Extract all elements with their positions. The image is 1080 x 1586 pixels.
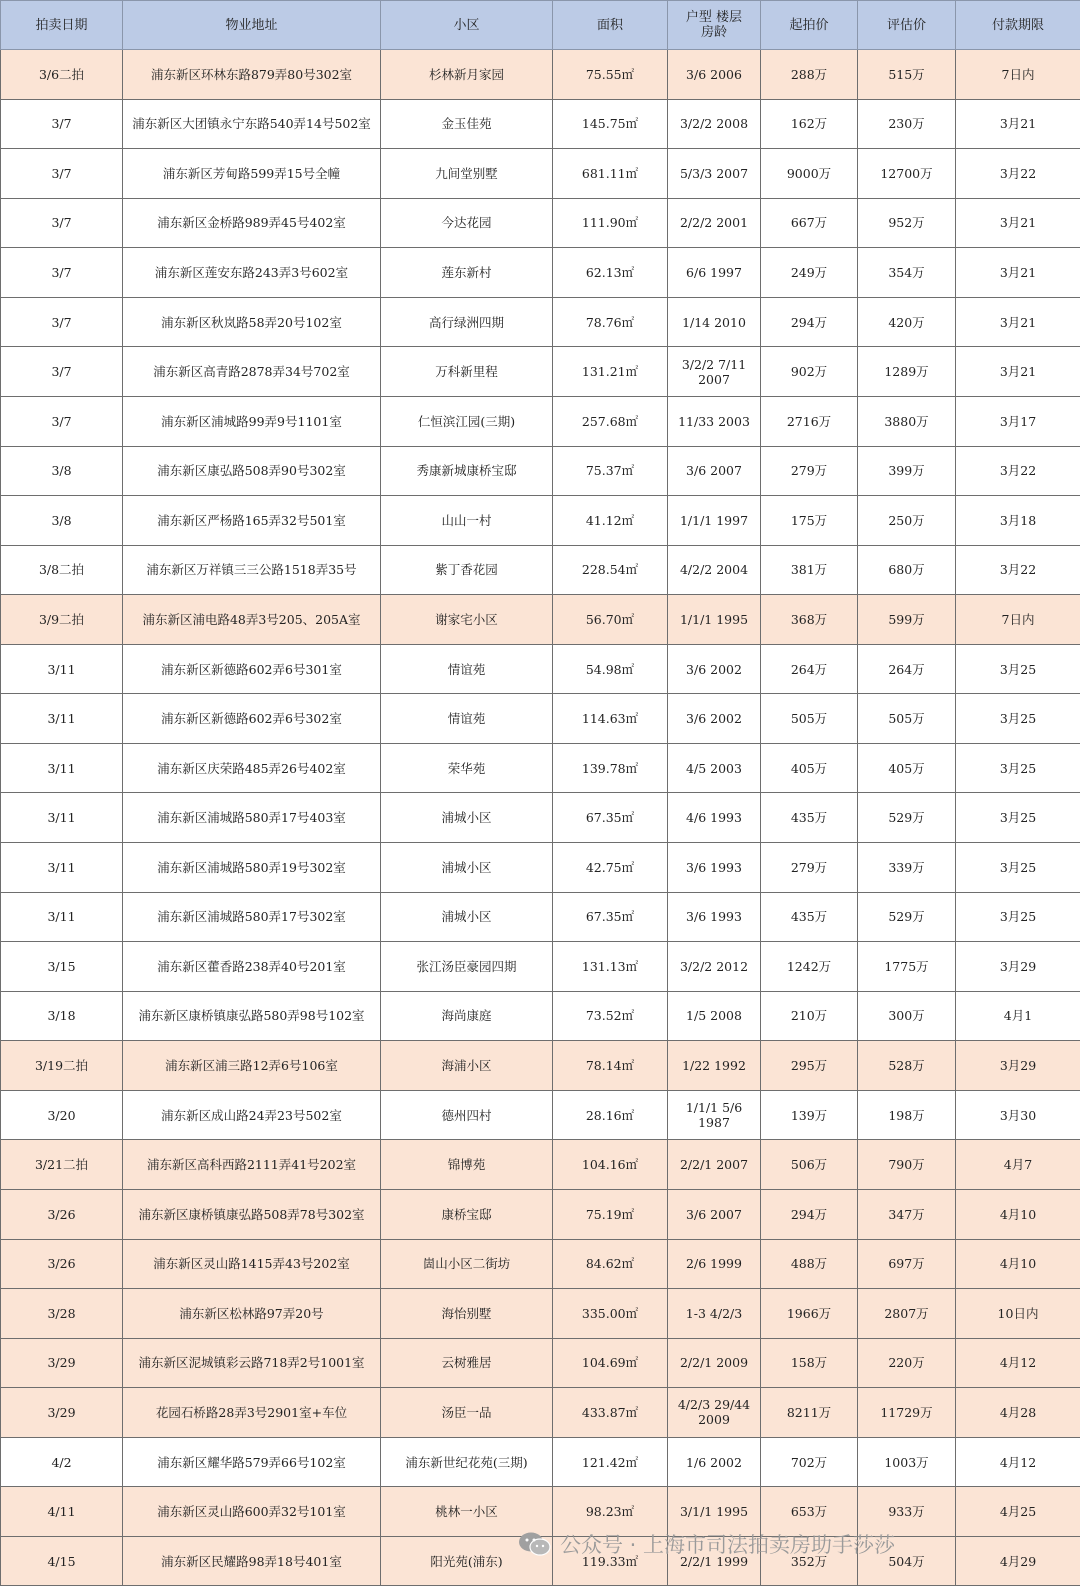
cell-start-price: 1966万 [761, 1289, 858, 1339]
cell-address: 浦东新区泥城镇彩云路718弄2号1001室 [123, 1338, 381, 1388]
cell-date: 3/11 [1, 694, 123, 744]
cell-estate: 海怡别墅 [381, 1289, 553, 1339]
cell-date: 3/8 [1, 496, 123, 546]
cell-appraised-price: 420万 [858, 297, 956, 347]
cell-estate: 今达花园 [381, 198, 553, 248]
cell-payment-deadline: 4月12 [956, 1338, 1080, 1388]
table-row [1, 843, 1080, 893]
cell-estate: 锦博苑 [381, 1140, 553, 1190]
table-row [1, 149, 1080, 199]
cell-payment-deadline: 3月25 [956, 644, 1080, 694]
table-row [1, 545, 1080, 595]
cell-date: 3/8二拍 [1, 545, 123, 595]
cell-start-price: 294万 [761, 297, 858, 347]
cell-estate: 高行绿洲四期 [381, 297, 553, 347]
wechat-icon [518, 1531, 552, 1557]
cell-estate: 荣华苑 [381, 743, 553, 793]
cell-date: 3/8 [1, 446, 123, 496]
cell-appraised-price: 2807万 [858, 1289, 956, 1339]
cell-area: 433.87㎡ [553, 1388, 668, 1438]
cell-appraised-price: 505万 [858, 694, 956, 744]
cell-address: 浦东新区康桥镇康弘路580弄98号102室 [123, 991, 381, 1041]
table-header-row [1, 1, 1080, 50]
table-row [1, 1189, 1080, 1239]
cell-payment-deadline: 3月18 [956, 496, 1080, 546]
cell-type-floor-age: 1/1/1 5/6 1987 [668, 1090, 761, 1140]
table-row [1, 50, 1080, 100]
cell-estate: 汤臣一品 [381, 1388, 553, 1438]
cell-address: 浦东新区万祥镇三三公路1518弄35号 [123, 545, 381, 595]
table-row [1, 99, 1080, 149]
cell-appraised-price: 11729万 [858, 1388, 956, 1438]
cell-type-floor-age: 3/6 2007 [668, 446, 761, 496]
cell-appraised-price: 529万 [858, 892, 956, 942]
cell-estate: 紫丁香花园 [381, 545, 553, 595]
cell-payment-deadline: 4月29 [956, 1536, 1080, 1586]
cell-address: 浦东新区高青路2878弄34号702室 [123, 347, 381, 397]
cell-start-price: 405万 [761, 743, 858, 793]
cell-start-price: 902万 [761, 347, 858, 397]
cell-address: 浦东新区松林路97弄20号 [123, 1289, 381, 1339]
cell-start-price: 279万 [761, 843, 858, 893]
cell-estate: 康桥宝邸 [381, 1189, 553, 1239]
cell-address: 浦东新区浦城路580弄17号302室 [123, 892, 381, 942]
table-row [1, 1140, 1080, 1190]
table-row [1, 743, 1080, 793]
cell-address: 浦东新区庆荣路485弄26号402室 [123, 743, 381, 793]
cell-address: 浦东新区浦城路580弄17号403室 [123, 793, 381, 843]
header-type-floor-age: 户型 楼层 房龄 [668, 1, 761, 50]
cell-type-floor-age: 1/1/1 1997 [668, 496, 761, 546]
table-row [1, 1338, 1080, 1388]
table-row [1, 595, 1080, 645]
cell-start-price: 249万 [761, 248, 858, 298]
cell-date: 3/11 [1, 892, 123, 942]
cell-area: 56.70㎡ [553, 595, 668, 645]
cell-start-price: 162万 [761, 99, 858, 149]
cell-type-floor-age: 1/5 2008 [668, 991, 761, 1041]
cell-appraised-price: 515万 [858, 50, 956, 100]
cell-date: 4/2 [1, 1437, 123, 1487]
cell-start-price: 139万 [761, 1090, 858, 1140]
cell-date: 3/7 [1, 149, 123, 199]
cell-appraised-price: 12700万 [858, 149, 956, 199]
cell-address: 浦东新区浦电路48弄3号205、205A室 [123, 595, 381, 645]
cell-area: 75.19㎡ [553, 1189, 668, 1239]
cell-date: 3/20 [1, 1090, 123, 1140]
cell-appraised-price: 528万 [858, 1041, 956, 1091]
cell-date: 3/11 [1, 793, 123, 843]
cell-area: 41.12㎡ [553, 496, 668, 546]
cell-address: 浦东新区灵山路600弄32号101室 [123, 1487, 381, 1537]
cell-payment-deadline: 3月25 [956, 694, 1080, 744]
table-row [1, 1388, 1080, 1438]
cell-payment-deadline: 4月28 [956, 1388, 1080, 1438]
cell-start-price: 667万 [761, 198, 858, 248]
cell-start-price: 210万 [761, 991, 858, 1041]
table-row [1, 1041, 1080, 1091]
cell-payment-deadline: 7日内 [956, 595, 1080, 645]
cell-type-floor-age: 1/14 2010 [668, 297, 761, 347]
cell-date: 3/6二拍 [1, 50, 123, 100]
table-row [1, 496, 1080, 546]
cell-payment-deadline: 3月17 [956, 396, 1080, 446]
cell-start-price: 9000万 [761, 149, 858, 199]
cell-type-floor-age: 3/6 2002 [668, 644, 761, 694]
table-row [1, 942, 1080, 992]
cell-appraised-price: 1775万 [858, 942, 956, 992]
cell-start-price: 435万 [761, 793, 858, 843]
cell-type-floor-age: 3/2/2 2012 [668, 942, 761, 992]
cell-address: 浦东新区浦三路12弄6号106室 [123, 1041, 381, 1091]
cell-appraised-price: 3880万 [858, 396, 956, 446]
cell-start-price: 506万 [761, 1140, 858, 1190]
table-row [1, 694, 1080, 744]
cell-estate: 海尚康庭 [381, 991, 553, 1041]
cell-appraised-price: 250万 [858, 496, 956, 546]
table-row [1, 198, 1080, 248]
cell-payment-deadline: 3月29 [956, 1041, 1080, 1091]
cell-appraised-price: 680万 [858, 545, 956, 595]
cell-type-floor-age: 4/2/2 2004 [668, 545, 761, 595]
cell-type-floor-age: 11/33 2003 [668, 396, 761, 446]
cell-payment-deadline: 7日内 [956, 50, 1080, 100]
cell-estate: 浦城小区 [381, 793, 553, 843]
cell-type-floor-age: 3/6 1993 [668, 892, 761, 942]
cell-start-price: 1242万 [761, 942, 858, 992]
cell-address: 浦东新区环林东路879弄80号302室 [123, 50, 381, 100]
cell-date: 3/11 [1, 843, 123, 893]
cell-area: 67.35㎡ [553, 793, 668, 843]
cell-estate: 崮山小区二街坊 [381, 1239, 553, 1289]
cell-area: 104.16㎡ [553, 1140, 668, 1190]
cell-address: 浦东新区莲安东路243弄3号602室 [123, 248, 381, 298]
cell-appraised-price: 264万 [858, 644, 956, 694]
cell-estate: 谢家宅小区 [381, 595, 553, 645]
cell-start-price: 352万 [761, 1536, 858, 1586]
cell-payment-deadline: 3月21 [956, 198, 1080, 248]
cell-type-floor-age: 2/2/1 1999 [668, 1536, 761, 1586]
cell-date: 3/28 [1, 1289, 123, 1339]
cell-address: 浦东新区高科西路2111弄41号202室 [123, 1140, 381, 1190]
table-row [1, 297, 1080, 347]
cell-area: 54.98㎡ [553, 644, 668, 694]
cell-date: 3/29 [1, 1338, 123, 1388]
table-row [1, 991, 1080, 1041]
cell-appraised-price: 399万 [858, 446, 956, 496]
table-row [1, 1090, 1080, 1140]
cell-type-floor-age: 4/6 1993 [668, 793, 761, 843]
cell-area: 84.62㎡ [553, 1239, 668, 1289]
cell-address: 浦东新区浦城路99弄9号1101室 [123, 396, 381, 446]
cell-payment-deadline: 3月22 [956, 149, 1080, 199]
cell-area: 104.69㎡ [553, 1338, 668, 1388]
cell-area: 73.52㎡ [553, 991, 668, 1041]
cell-address: 浦东新区民耀路98弄18号401室 [123, 1536, 381, 1586]
cell-appraised-price: 300万 [858, 991, 956, 1041]
cell-address: 花园石桥路28弄3号2901室+车位 [123, 1388, 381, 1438]
cell-date: 3/9二拍 [1, 595, 123, 645]
cell-estate: 金玉佳苑 [381, 99, 553, 149]
cell-type-floor-age: 4/5 2003 [668, 743, 761, 793]
cell-appraised-price: 354万 [858, 248, 956, 298]
cell-area: 139.78㎡ [553, 743, 668, 793]
cell-address: 浦东新区严杨路165弄32号501室 [123, 496, 381, 546]
cell-type-floor-age: 2/2/1 2007 [668, 1140, 761, 1190]
cell-estate: 浦东新世纪花苑(三期) [381, 1437, 553, 1487]
cell-address: 浦东新区耀华路579弄66号102室 [123, 1437, 381, 1487]
cell-payment-deadline: 3月25 [956, 843, 1080, 893]
watermark [518, 1526, 895, 1562]
cell-type-floor-age: 5/3/3 2007 [668, 149, 761, 199]
cell-start-price: 381万 [761, 545, 858, 595]
cell-appraised-price: 529万 [858, 793, 956, 843]
header-appraised-price: 评估价 [858, 1, 956, 50]
cell-address: 浦东新区秋岚路58弄20号102室 [123, 297, 381, 347]
cell-start-price: 264万 [761, 644, 858, 694]
cell-area: 119.33㎡ [553, 1536, 668, 1586]
cell-estate: 海浦小区 [381, 1041, 553, 1091]
cell-start-price: 702万 [761, 1437, 858, 1487]
table-body [1, 50, 1080, 1586]
cell-date: 3/7 [1, 198, 123, 248]
cell-date: 3/11 [1, 743, 123, 793]
cell-start-price: 653万 [761, 1487, 858, 1537]
cell-payment-deadline: 3月29 [956, 942, 1080, 992]
cell-date: 3/11 [1, 644, 123, 694]
cell-appraised-price: 347万 [858, 1189, 956, 1239]
cell-address: 浦东新区芳甸路599弄15号全幢 [123, 149, 381, 199]
cell-address: 浦东新区浦城路580弄19号302室 [123, 843, 381, 893]
cell-type-floor-age: 2/2/1 2009 [668, 1338, 761, 1388]
cell-appraised-price: 198万 [858, 1090, 956, 1140]
cell-area: 131.13㎡ [553, 942, 668, 992]
cell-type-floor-age: 3/6 2002 [668, 694, 761, 744]
cell-area: 98.23㎡ [553, 1487, 668, 1537]
cell-appraised-price: 220万 [858, 1338, 956, 1388]
cell-start-price: 435万 [761, 892, 858, 942]
table-row [1, 1289, 1080, 1339]
cell-address: 浦东新区康弘路508弄90号302室 [123, 446, 381, 496]
cell-address: 浦东新区新德路602弄6号302室 [123, 694, 381, 744]
cell-payment-deadline: 4月25 [956, 1487, 1080, 1537]
cell-date: 3/7 [1, 347, 123, 397]
cell-area: 131.21㎡ [553, 347, 668, 397]
cell-start-price: 288万 [761, 50, 858, 100]
cell-start-price: 175万 [761, 496, 858, 546]
cell-date: 3/26 [1, 1239, 123, 1289]
cell-appraised-price: 933万 [858, 1487, 956, 1537]
cell-appraised-price: 504万 [858, 1536, 956, 1586]
cell-start-price: 505万 [761, 694, 858, 744]
table-row [1, 446, 1080, 496]
cell-date: 3/26 [1, 1189, 123, 1239]
cell-appraised-price: 339万 [858, 843, 956, 893]
cell-address: 浦东新区康桥镇康弘路508弄78号302室 [123, 1189, 381, 1239]
cell-area: 145.75㎡ [553, 99, 668, 149]
cell-date: 3/7 [1, 297, 123, 347]
cell-date: 3/29 [1, 1388, 123, 1438]
table-row [1, 347, 1080, 397]
cell-appraised-price: 697万 [858, 1239, 956, 1289]
cell-type-floor-age: 1/1/1 1995 [668, 595, 761, 645]
cell-payment-deadline: 4月1 [956, 991, 1080, 1041]
cell-type-floor-age: 2/6 1999 [668, 1239, 761, 1289]
header-payment-deadline: 付款期限 [956, 1, 1080, 50]
cell-type-floor-age: 2/2/2 2001 [668, 198, 761, 248]
cell-type-floor-age: 4/2/3 29/44 2009 [668, 1388, 761, 1438]
cell-address: 浦东新区藿香路238弄40号201室 [123, 942, 381, 992]
cell-start-price: 294万 [761, 1189, 858, 1239]
table-row [1, 1437, 1080, 1487]
cell-area: 681.11㎡ [553, 149, 668, 199]
cell-area: 335.00㎡ [553, 1289, 668, 1339]
cell-type-floor-age: 3/1/1 1995 [668, 1487, 761, 1537]
table-row [1, 793, 1080, 843]
cell-area: 62.13㎡ [553, 248, 668, 298]
cell-start-price: 158万 [761, 1338, 858, 1388]
cell-appraised-price: 599万 [858, 595, 956, 645]
cell-payment-deadline: 3月21 [956, 297, 1080, 347]
cell-estate: 云树雅居 [381, 1338, 553, 1388]
cell-appraised-price: 1289万 [858, 347, 956, 397]
cell-start-price: 279万 [761, 446, 858, 496]
cell-type-floor-age: 6/6 1997 [668, 248, 761, 298]
cell-start-price: 488万 [761, 1239, 858, 1289]
cell-address: 浦东新区成山路24弄23号502室 [123, 1090, 381, 1140]
table-row [1, 396, 1080, 446]
cell-area: 75.37㎡ [553, 446, 668, 496]
cell-estate: 阳光苑(浦东) [381, 1536, 553, 1586]
cell-estate: 桃林一小区 [381, 1487, 553, 1537]
cell-type-floor-age: 3/2/2 7/11 2007 [668, 347, 761, 397]
cell-area: 42.75㎡ [553, 843, 668, 893]
cell-payment-deadline: 10日内 [956, 1289, 1080, 1339]
cell-start-price: 368万 [761, 595, 858, 645]
cell-estate: 山山一村 [381, 496, 553, 546]
cell-payment-deadline: 3月25 [956, 892, 1080, 942]
cell-address: 浦东新区新德路602弄6号301室 [123, 644, 381, 694]
cell-appraised-price: 1003万 [858, 1437, 956, 1487]
cell-payment-deadline: 3月22 [956, 545, 1080, 595]
cell-appraised-price: 230万 [858, 99, 956, 149]
cell-appraised-price: 952万 [858, 198, 956, 248]
cell-payment-deadline: 3月25 [956, 793, 1080, 843]
cell-date: 4/15 [1, 1536, 123, 1586]
cell-estate: 莲东新村 [381, 248, 553, 298]
cell-payment-deadline: 3月21 [956, 99, 1080, 149]
cell-payment-deadline: 4月10 [956, 1239, 1080, 1289]
cell-estate: 德州四村 [381, 1090, 553, 1140]
cell-date: 4/11 [1, 1487, 123, 1537]
cell-area: 121.42㎡ [553, 1437, 668, 1487]
cell-area: 28.16㎡ [553, 1090, 668, 1140]
cell-type-floor-age: 1/6 2002 [668, 1437, 761, 1487]
cell-date: 3/7 [1, 99, 123, 149]
cell-date: 3/19二拍 [1, 1041, 123, 1091]
cell-estate: 张江汤臣豪园四期 [381, 942, 553, 992]
cell-date: 3/21二拍 [1, 1140, 123, 1190]
cell-date: 3/15 [1, 942, 123, 992]
cell-estate: 浦城小区 [381, 843, 553, 893]
cell-payment-deadline: 3月25 [956, 743, 1080, 793]
cell-address: 浦东新区金桥路989弄45号402室 [123, 198, 381, 248]
cell-estate: 仁恒滨江园(三期) [381, 396, 553, 446]
cell-area: 78.14㎡ [553, 1041, 668, 1091]
cell-type-floor-age: 1/22 1992 [668, 1041, 761, 1091]
cell-date: 3/7 [1, 248, 123, 298]
cell-type-floor-age: 1-3 4/2/3 [668, 1289, 761, 1339]
cell-payment-deadline: 3月21 [956, 248, 1080, 298]
cell-estate: 情谊苑 [381, 694, 553, 744]
table-row [1, 644, 1080, 694]
header-estate: 小区 [381, 1, 553, 50]
cell-date: 3/18 [1, 991, 123, 1041]
cell-payment-deadline: 4月10 [956, 1189, 1080, 1239]
watermark-text: 公众号 · 上海市司法拍卖房助手莎莎 [560, 1529, 895, 1559]
cell-address: 浦东新区灵山路1415弄43号202室 [123, 1239, 381, 1289]
header-area: 面积 [553, 1, 668, 50]
cell-area: 228.54㎡ [553, 545, 668, 595]
cell-estate: 万科新里程 [381, 347, 553, 397]
cell-area: 78.76㎡ [553, 297, 668, 347]
cell-estate: 浦城小区 [381, 892, 553, 942]
cell-date: 3/7 [1, 396, 123, 446]
cell-payment-deadline: 4月7 [956, 1140, 1080, 1190]
cell-area: 114.63㎡ [553, 694, 668, 744]
cell-area: 67.35㎡ [553, 892, 668, 942]
cell-payment-deadline: 3月21 [956, 347, 1080, 397]
cell-area: 75.55㎡ [553, 50, 668, 100]
cell-payment-deadline: 3月22 [956, 446, 1080, 496]
cell-type-floor-age: 3/6 2007 [668, 1189, 761, 1239]
table-row [1, 248, 1080, 298]
cell-appraised-price: 790万 [858, 1140, 956, 1190]
cell-payment-deadline: 4月12 [956, 1437, 1080, 1487]
header-address: 物业地址 [123, 1, 381, 50]
cell-estate: 秀康新城康桥宝邸 [381, 446, 553, 496]
cell-estate: 九间堂别墅 [381, 149, 553, 199]
header-start-price: 起拍价 [761, 1, 858, 50]
cell-address: 浦东新区大团镇永宁东路540弄14号502室 [123, 99, 381, 149]
cell-area: 111.90㎡ [553, 198, 668, 248]
cell-estate: 杉林新月家园 [381, 50, 553, 100]
cell-area: 257.68㎡ [553, 396, 668, 446]
cell-start-price: 8211万 [761, 1388, 858, 1438]
cell-type-floor-age: 3/2/2 2008 [668, 99, 761, 149]
table-row [1, 892, 1080, 942]
cell-start-price: 295万 [761, 1041, 858, 1091]
cell-estate: 情谊苑 [381, 644, 553, 694]
cell-type-floor-age: 3/6 2006 [668, 50, 761, 100]
cell-start-price: 2716万 [761, 396, 858, 446]
cell-appraised-price: 405万 [858, 743, 956, 793]
cell-type-floor-age: 3/6 1993 [668, 843, 761, 893]
cell-payment-deadline: 3月30 [956, 1090, 1080, 1140]
table-row [1, 1239, 1080, 1289]
header-date: 拍卖日期 [1, 1, 123, 50]
